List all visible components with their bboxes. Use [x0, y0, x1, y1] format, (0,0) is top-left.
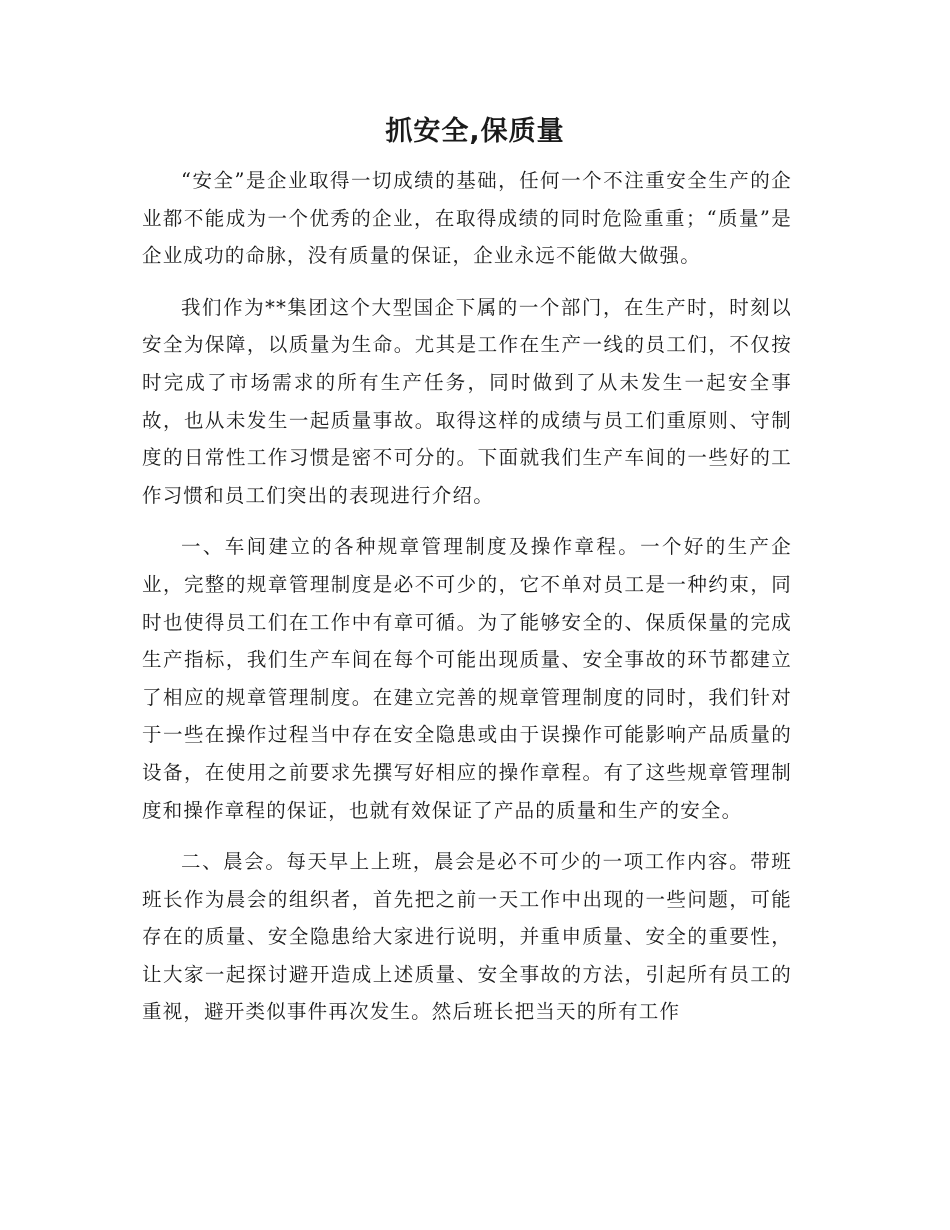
document-title: 抓安全,保质量 [385, 116, 565, 147]
document-body [142, 162, 792, 1045]
paragraph-3: 一、车间建立的各种规章管理制度及操作章程。一个好的生产企业，完整的规章管理制度是必不可少的，它不单对员工是一种约束，同时也使得员工们在工作中有章可循。为了能够安全的、保质保量的完成生产指标，我们生产车间在每个可能出现质量、安全事故的环节都建立了相应的规章管理制度。在建立完善的规章管理制度的同时，我们针对于一些在操作过程当中存在安全隐患或由于误操作可能影响产品质量的设备，在使用之前要求先撰写好相应的操作章程。有了这些规章管理制度和操作章程的保证，也就有效保证了产品的质量和生产的安全。 [142, 535, 792, 822]
paragraph-4: 二、晨会。每天早上上班，晨会是必不可少的一项工作内容。带班班长作为晨会的组织者，首先把之前一天工作中出现的一些问题，可能存在的质量、安全隐患给大家进行说明，并重申质量、安全的重要性，让大家一起探讨避开造成上述质量、安全事故的方法，引起所有员工的重视，避开类似事件再次发生。然后班长把当天的所有工作 [142, 850, 792, 1024]
paragraph-1: “安全”是企业取得一切成绩的基础，任何一个不注重安全生产的企业都不能成为一个优秀的企业，在取得成绩的同时危险重重；“质量”是企业成功的命脉，没有质量的保证，企业永远不能做大做强。 [142, 169, 792, 268]
paragraph-2: 我们作为**集团这个大型国企下属的一个部门，在生产时，时刻以安全为保障，以质量为生命。尤其是工作在生产一线的员工们，不仅按时完成了市场需求的所有生产任务，同时做到了从未发生一起安全事故，也从未发生一起质量事故。取得这样的成绩与员工们重原则、守制度的日常性工作习惯是密不可分的。下面就我们生产车间的一些好的工作习惯和员工们突出的表现进行介绍。 [142, 295, 792, 507]
